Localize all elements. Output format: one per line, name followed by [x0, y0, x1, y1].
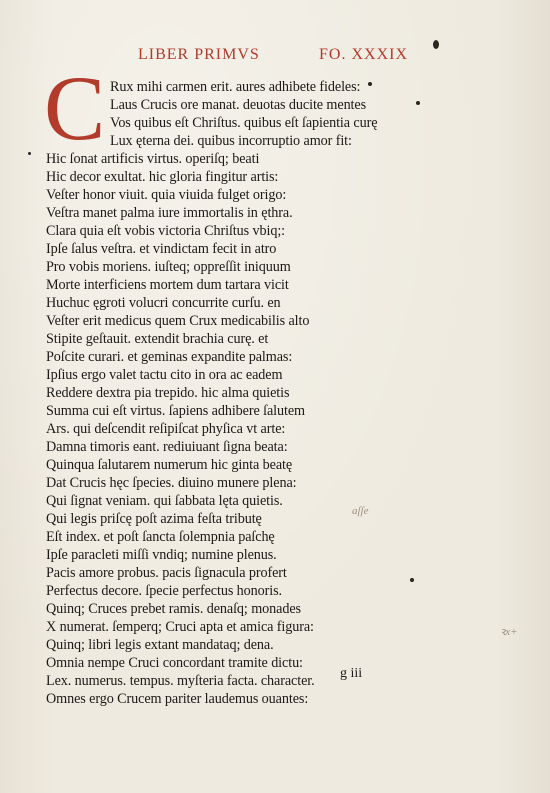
- poem-line: Poſcite curari. et geminas expandite palmas:: [46, 349, 293, 365]
- poem-line: Rux mihi carmen erit. aures adhibete fideles:: [110, 79, 361, 95]
- poem-line: Ipſius ergo valet tactu cito in ora ac eadem: [46, 367, 283, 383]
- poem-line: Clara quia eſt vobis victoria Chriſtus vbiq;:: [46, 223, 286, 239]
- poem-line: Ars. qui deſcendit reſipiſcat phyſica vt arte:: [46, 421, 286, 437]
- page-header: [138, 46, 408, 66]
- ink-dot: [410, 578, 414, 582]
- poem-line: Quinq; Cruces prebet ramis. denaſq; monades: [46, 601, 301, 617]
- poem-line: Hic decor exultat. hic gloria fingitur artis:: [46, 169, 279, 185]
- poem-line: Pro vobis moriens. iuſteq; oppreſſit iniquum: [46, 259, 291, 275]
- poem-line: Qui ſignat veniam. qui ſabbata lęta quietis.: [46, 493, 283, 509]
- poem-line: Summa cui eſt virtus. ſapiens adhibere ſalutem: [46, 403, 305, 419]
- poem-line: Ipſe ſalus veſtra. et vindictam fecit in atro: [46, 241, 277, 257]
- poem-line: Laus Crucis ore manat. deuotas ducite mentes: [110, 97, 367, 113]
- poem-line: Quinq; libri legis extant mandataq; dena.: [46, 637, 274, 653]
- signature-mark: g iii: [340, 666, 363, 681]
- poem-line: Eſt index. et poſt ſancta ſolempnia paſchę: [46, 529, 275, 545]
- poem-line: Dat Crucis hęc ſpecies. diuino munere plena:: [46, 475, 297, 491]
- poem-line: Reddere dextra pia trepido. hic alma quietis: [46, 385, 290, 401]
- ink-dot: [28, 152, 31, 155]
- folio-number: FO. XXXIX: [319, 46, 408, 63]
- poem-line: Pacis amore probus. pacis ſignacula profert: [46, 565, 287, 581]
- ink-dot: [416, 101, 420, 105]
- poem-line: Veſtra manet palma iure immortalis in ęthra.: [46, 205, 293, 221]
- poem-line: Morte interficiens mortem dum tartara vicit: [46, 277, 289, 293]
- poem-line: Quinqua ſalutarem numerum hic ginta beatę: [46, 457, 293, 473]
- poem-line: Damna timoris eant. rediuiuant ſigna beata:: [46, 439, 288, 455]
- poem-line: Hic ſonat artificis virtus. operiſq; beati: [46, 151, 260, 167]
- ink-dot: [433, 40, 439, 49]
- poem-line: Omnia nempe Cruci concordant tramite dictu:: [46, 655, 303, 671]
- poem-line: Huchuc ęgroti volucri concurrite curſu. en: [46, 295, 281, 311]
- poem-line: Vos quibus eſt Chriſtus. quibus eſt ſapientia curę: [110, 115, 378, 131]
- poem-line: Veſter erit medicus quem Crux medicabilis alto: [46, 313, 310, 329]
- poem-line: X numerat. ſemperq; Cruci apta et amica figura:: [46, 619, 314, 635]
- poem-text: [46, 78, 426, 708]
- poem-line: Ipſe paracleti miſſi vndiq; numine plenus.: [46, 547, 277, 563]
- poem-line: Perfectus decore. ſpecie perfectus honoris.: [46, 583, 282, 599]
- poem-line: Qui legis priſcę poſt azima feſta tributę: [46, 511, 262, 527]
- poem-line: Stipite geſtauit. extendit brachia curę. et: [46, 331, 269, 347]
- decorated-initial: C: [44, 57, 106, 159]
- marginal-annotation: aſſe: [352, 505, 369, 517]
- poem-line: Omnes ergo Crucem pariter laudemus ouantes:: [46, 691, 309, 707]
- ink-dot: [368, 82, 372, 86]
- poem-line: Veſter honor viuit. quia viuida fulget origo:: [46, 187, 287, 203]
- poem-line: Lux ęterna dei. quibus incorruptio amor fit:: [110, 133, 352, 149]
- poem-line: Lex. numerus. tempus. myſteria facta. character.: [46, 673, 315, 689]
- marginal-annotation: ꝛx+: [500, 626, 518, 638]
- book-title: LIBER PRIMVS: [138, 46, 260, 63]
